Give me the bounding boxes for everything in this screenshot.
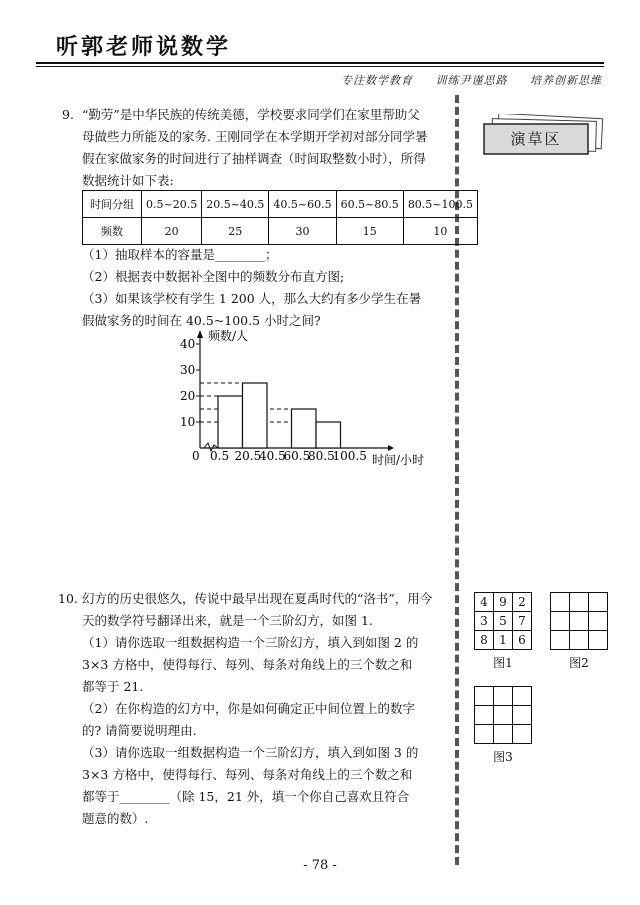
table-cell: 时间分组 <box>83 191 142 218</box>
table-cell: 20.5~40.5 <box>202 191 269 218</box>
q9-sub1: （1）抽取样本的容量是________； <box>82 247 278 262</box>
grid-cell[interactable] <box>494 725 513 744</box>
q10-sub3-line: 3×3 方格中，使得每行、每列、每条对角线上的三个数之和 <box>82 767 413 782</box>
grid-cell: 8 <box>475 631 494 650</box>
q10-sub3-line: （3）请你选取一组数据构造一个三阶幻方，填入到如图 3 的 <box>82 745 419 760</box>
x-tick-label: 0.5 <box>210 449 230 463</box>
y-axis-arrow-icon <box>197 330 203 338</box>
x-tick-label: 20.5 <box>234 449 262 463</box>
figure-1 <box>474 592 532 671</box>
grid-cell[interactable] <box>513 706 532 725</box>
table-cell: 40.5~60.5 <box>269 191 336 218</box>
grid-cell[interactable] <box>475 725 494 744</box>
draft-area-label <box>478 114 608 172</box>
grid-cell: 5 <box>494 612 513 631</box>
header-rule <box>36 62 604 64</box>
x-tick-label: 100.5 <box>332 449 367 463</box>
origin-label: 0 <box>192 449 200 463</box>
grid-cell: 6 <box>513 631 532 650</box>
histogram-bar <box>243 383 268 448</box>
frequency-table <box>82 190 478 245</box>
q10-sub1-line: （1）请你选取一组数据构造一个三阶幻方，填入到如图 2 的 <box>82 635 419 650</box>
grid-cell[interactable] <box>570 631 589 650</box>
x-tick-label: 80.5 <box>308 449 335 463</box>
grid-cell[interactable] <box>551 593 570 612</box>
slogan-3: 培养创新思维 <box>530 74 602 87</box>
figure-2-caption: 图2 <box>569 656 589 670</box>
empty-grid[interactable] <box>550 592 608 650</box>
histogram-bar <box>316 422 341 448</box>
x-tick-label: 60.5 <box>283 449 311 463</box>
grid-cell[interactable] <box>589 631 608 650</box>
magic-square-grid <box>474 592 532 650</box>
q9-stem <box>82 104 450 192</box>
table-cell: 频数 <box>83 218 142 245</box>
figure-3-caption: 图3 <box>493 750 513 764</box>
grid-cell: 4 <box>475 593 494 612</box>
q10-line: 幻方的历史很悠久，传说中最早出现在夏禹时代的“洛书”，用今 <box>82 591 433 606</box>
draft-area-text: 演草区 <box>510 130 562 148</box>
q10-stem <box>82 588 452 830</box>
q10-sub2-line: 的? 请简要说明理由. <box>82 723 197 738</box>
grid-cell[interactable] <box>475 687 494 706</box>
histogram-axes <box>180 330 394 463</box>
q9-sub2: （2）根据表中数据补全图中的频数分布直方图; <box>82 269 345 284</box>
q10-sub3-line: 都等于________（除 15，21 外，填一个你自己喜欢且符合 <box>82 789 410 804</box>
grid-cell[interactable] <box>513 725 532 744</box>
q10-sub2-line: （2）在你构造的幻方中，你是如何确定正中间位置上的数字 <box>82 701 415 716</box>
grid-cell[interactable] <box>589 593 608 612</box>
x-axis-label: 时间/小时 <box>372 453 425 467</box>
y-tick-label: 20 <box>180 389 196 403</box>
q9-number: 9. <box>62 107 74 122</box>
q10-number: 10. <box>58 591 78 606</box>
brand-title: 听郭老师说数学 <box>56 34 232 60</box>
x-tick-label: 40.5 <box>259 449 286 463</box>
table-row <box>83 191 478 218</box>
grid-cell[interactable] <box>494 687 513 706</box>
header-rule-thin <box>36 66 604 67</box>
figure-1-caption: 图1 <box>493 656 513 670</box>
grid-cell: 3 <box>475 612 494 631</box>
q10-line: 天的数学符号翻译出来，就是一个三阶幻方，如图 1. <box>82 613 373 628</box>
y-axis-label: 频数/人 <box>208 329 249 343</box>
grid-cell[interactable] <box>570 612 589 631</box>
empty-grid[interactable] <box>474 686 532 744</box>
q9-subquestions <box>82 244 452 332</box>
histogram-bar <box>292 409 317 448</box>
grid-cell[interactable] <box>475 706 494 725</box>
y-tick-label: 40 <box>180 337 196 351</box>
q9-line: 假在家做家务的时间进行了抽样调查（时间取整数小时），所得 <box>82 151 426 166</box>
frequency-table-wrap <box>82 190 478 245</box>
table-cell: 60.5~80.5 <box>336 191 403 218</box>
grid-cell[interactable] <box>551 631 570 650</box>
grid-cell: 7 <box>513 612 532 631</box>
slogan-1: 专注数学教育 <box>341 74 413 87</box>
grid-cell[interactable] <box>551 612 570 631</box>
histogram-bar <box>218 396 243 448</box>
grid-cell: 1 <box>494 631 513 650</box>
header-slogans <box>323 72 602 88</box>
figure-2 <box>550 592 608 671</box>
table-cell: 10 <box>403 218 477 245</box>
table-cell: 15 <box>336 218 403 245</box>
grid-cell[interactable] <box>494 706 513 725</box>
grid-cell[interactable] <box>589 612 608 631</box>
table-cell: 0.5~20.5 <box>142 191 202 218</box>
q10-sub3-line: 题意的数）. <box>82 811 149 826</box>
y-tick-label: 30 <box>180 363 196 377</box>
q9-line: 母做些力所能及的家务. 王刚同学在本学期开学初对部分同学暑 <box>82 129 428 144</box>
grid-cell: 9 <box>494 593 513 612</box>
table-cell: 20 <box>142 218 202 245</box>
grid-cell[interactable] <box>513 687 532 706</box>
q10-sub1-line: 3×3 方格中，使得每行、每列、每条对角线上的三个数之和 <box>82 657 413 672</box>
frequency-histogram <box>160 322 450 472</box>
q9-line: 数据统计如下表: <box>82 173 174 188</box>
y-tick-label: 10 <box>180 415 196 429</box>
page-number: - 78 - <box>303 858 337 873</box>
slogan-2: 训练尹谨思路 <box>435 74 508 87</box>
q9-sub3-line: （3）如果该学校有学生 1 200 人，那么大约有多少学生在暑 <box>82 291 422 306</box>
grid-cell: 2 <box>513 593 532 612</box>
q9-line: “勤劳”是中华民族的传统美德，学校要求同学们在家里帮助父 <box>82 107 420 122</box>
q9-sub3-line: 假做家务的时间在 40.5~100.5 小时之间? <box>82 313 321 328</box>
table-cell: 80.5~100.5 <box>403 191 477 218</box>
table-cell: 25 <box>202 218 269 245</box>
figure-3 <box>474 686 532 765</box>
grid-cell[interactable] <box>570 593 589 612</box>
table-cell: 30 <box>269 218 336 245</box>
table-row <box>83 218 478 245</box>
x-axis-arrow-icon <box>388 445 394 451</box>
q10-sub1-line: 都等于 21. <box>82 679 144 694</box>
